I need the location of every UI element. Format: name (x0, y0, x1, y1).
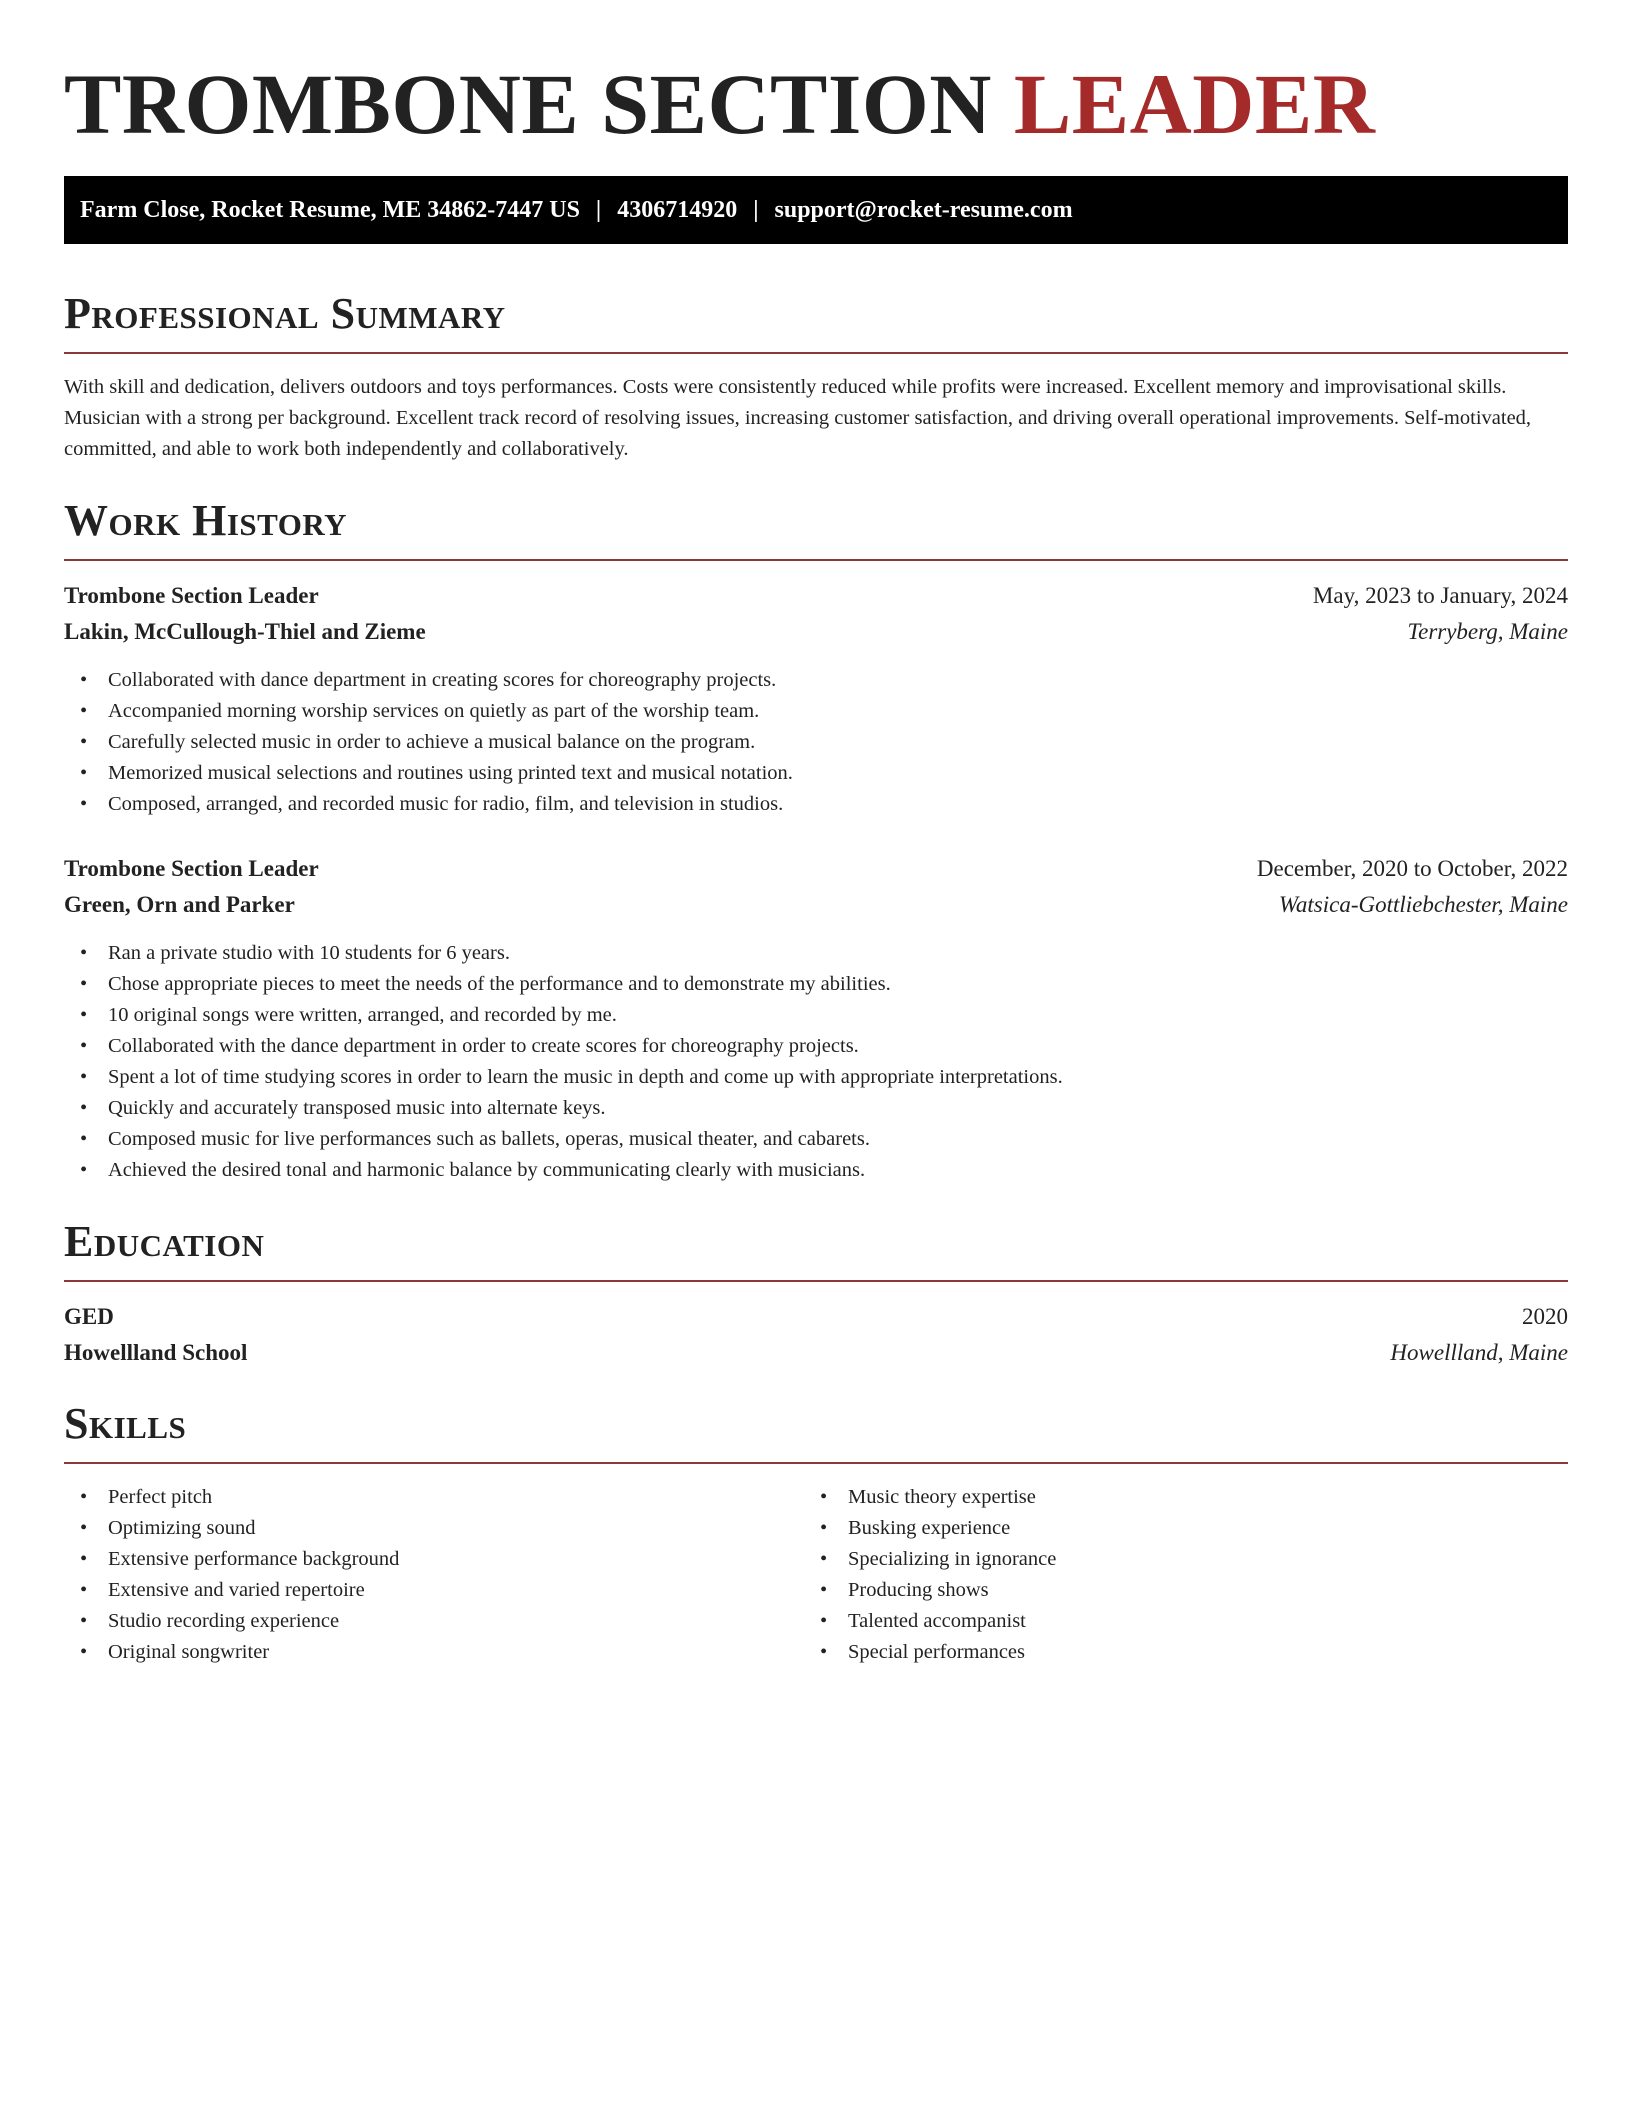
resume-title (64, 54, 1568, 154)
list-item: • Memorized musical selections and routines using printed text and musical notation. (64, 758, 1568, 789)
contact-email[interactable]: support@rocket-resume.com (774, 196, 1073, 223)
list-item: • 10 original songs were written, arranged, and recorded by me. (64, 1000, 1568, 1031)
job-dates: December, 2020 to October, 2022 (1256, 856, 1568, 881)
job-bullets (64, 665, 1568, 820)
skills-section (64, 1398, 1568, 1668)
job-entry (64, 581, 1568, 820)
work-history-heading: Work History (64, 496, 348, 545)
section-divider (64, 559, 1568, 561)
skill-item: • Specializing in ignorance (804, 1544, 1544, 1575)
education-heading: Education (64, 1217, 265, 1266)
skill-item: • Optimizing sound (64, 1513, 804, 1544)
list-item: • Collaborated with the dance department in order to create scores for choreography projects. (64, 1031, 1568, 1062)
job-company: Lakin, McCullough-Thiel and Zieme (64, 619, 426, 644)
contact-phone: 4306714920 (617, 196, 738, 223)
list-item: • Composed music for live performances such as ballets, operas, musical theater, and cabarets. (64, 1124, 1568, 1155)
job-location: Watsica-Gottliebchester, Maine (1278, 892, 1568, 917)
job-bullets (64, 938, 1568, 1186)
skills-column-left (64, 1482, 804, 1668)
section-divider (64, 1280, 1568, 1282)
skill-item: • Extensive performance background (64, 1544, 804, 1575)
work-history-section (64, 495, 1568, 1186)
contact-bar (64, 176, 1568, 244)
summary-text: With skill and dedication, delivers outdoors and toys performances. Costs were consistently reduced while profits were increased. Excellent memory and improvisational skills. Musician with a strong per background. Excellent track record of resolving issues, increasing customer satisfaction, and driving overall operational improvements. Self-motivated, committed, and able to work both independently and collaboratively. (64, 376, 1532, 460)
title-main: TROMBONE SECTION (64, 56, 992, 152)
skill-item: • Studio recording experience (64, 1606, 804, 1637)
skill-item: • Music theory expertise (804, 1482, 1544, 1513)
title-accent: LEADER (1013, 56, 1376, 152)
list-item: • Accompanied morning worship services on quietly as part of the worship team. (64, 696, 1568, 727)
skill-item: • Producing shows (804, 1575, 1544, 1606)
skill-item: • Original songwriter (64, 1637, 804, 1668)
skill-item: • Special performances (804, 1637, 1544, 1668)
job-title: Trombone Section Leader (64, 583, 319, 608)
list-item: • Spent a lot of time studying scores in order to learn the music in depth and come up with appropriate interpretations. (64, 1062, 1568, 1093)
education-degree: GED (64, 1304, 114, 1329)
list-item: • Ran a private studio with 10 students for 6 years. (64, 938, 1568, 969)
contact-separator: | (595, 196, 602, 223)
education-location: Howellland, Maine (1390, 1340, 1568, 1365)
job-title: Trombone Section Leader (64, 856, 319, 881)
summary-section (64, 288, 1568, 465)
education-section (64, 1216, 1568, 1368)
section-divider (64, 352, 1568, 354)
skill-item: • Perfect pitch (64, 1482, 804, 1513)
list-item: • Achieved the desired tonal and harmonic balance by communicating clearly with musicians. (64, 1155, 1568, 1186)
education-school: Howellland School (64, 1340, 248, 1365)
list-item: • Chose appropriate pieces to meet the needs of the performance and to demonstrate my abilities. (64, 969, 1568, 1000)
skills-grid (64, 1482, 1568, 1668)
job-entry (64, 854, 1568, 1186)
skill-item: • Talented accompanist (804, 1606, 1544, 1637)
contact-address: Farm Close, Rocket Resume, ME 34862-7447 US (80, 196, 580, 223)
list-item: • Carefully selected music in order to achieve a musical balance on the program. (64, 727, 1568, 758)
skills-column-right (804, 1482, 1544, 1668)
skills-heading: Skills (64, 1399, 187, 1448)
skill-item: • Extensive and varied repertoire (64, 1575, 804, 1606)
job-dates: May, 2023 to January, 2024 (1312, 583, 1568, 608)
summary-heading: Professional Summary (64, 289, 506, 338)
skill-item: • Busking experience (804, 1513, 1544, 1544)
education-entry (64, 1302, 1568, 1368)
list-item: • Collaborated with dance department in creating scores for choreography projects. (64, 665, 1568, 696)
list-item: • Quickly and accurately transposed music into alternate keys. (64, 1093, 1568, 1124)
job-location: Terryberg, Maine (1407, 619, 1568, 644)
list-item: • Composed, arranged, and recorded music for radio, film, and television in studios. (64, 789, 1568, 820)
section-divider (64, 1462, 1568, 1464)
education-year: 2020 (1522, 1304, 1568, 1329)
contact-separator: | (753, 196, 759, 223)
job-company: Green, Orn and Parker (64, 892, 295, 917)
